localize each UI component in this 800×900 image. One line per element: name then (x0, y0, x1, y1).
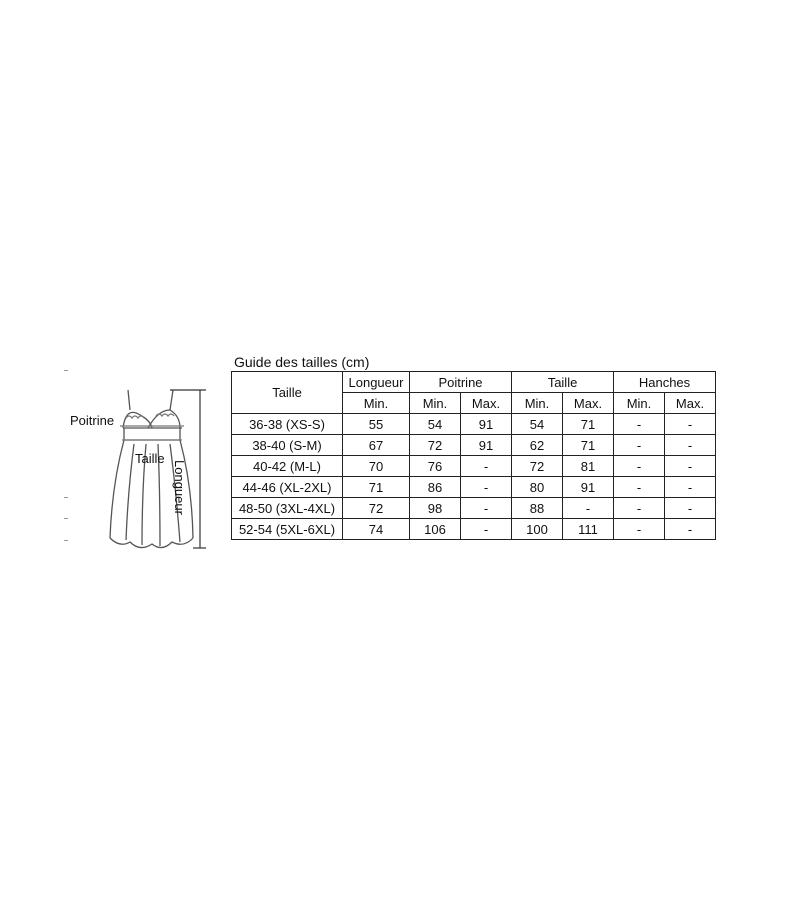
hips-max-cell: - (665, 477, 716, 498)
waist-label: Taille (135, 451, 165, 466)
header-row-groups (232, 372, 716, 393)
bust-min-cell: 54 (410, 414, 461, 435)
table-row (232, 519, 716, 540)
waist-min-cell: 72 (512, 456, 563, 477)
bust-label: Poitrine (70, 413, 115, 428)
hips-max-cell: - (665, 414, 716, 435)
length-cell: 71 (343, 477, 410, 498)
header-size: Taille (232, 372, 343, 414)
bust-max-cell: 91 (461, 435, 512, 456)
length-cell: 74 (343, 519, 410, 540)
size-guide-title: Guide des tailles (cm) (234, 354, 370, 370)
hips-min-cell: - (614, 414, 665, 435)
header-sub: Min. (343, 393, 410, 414)
table-row (232, 456, 716, 477)
hips-min-cell: - (614, 519, 665, 540)
size-cell: 44-46 (XL-2XL) (232, 477, 343, 498)
size-cell: 48-50 (3XL-4XL) (232, 498, 343, 519)
size-cell: 52-54 (5XL-6XL) (232, 519, 343, 540)
hips-max-cell: - (665, 498, 716, 519)
header-bust: Poitrine (410, 372, 512, 393)
waist-max-cell: - (563, 498, 614, 519)
header-sub: Min. (614, 393, 665, 414)
length-cell: 72 (343, 498, 410, 519)
hips-min-cell: - (614, 477, 665, 498)
table-row (232, 498, 716, 519)
header-sub: Max. (461, 393, 512, 414)
waist-min-cell: 80 (512, 477, 563, 498)
size-cell: 36-38 (XS-S) (232, 414, 343, 435)
waist-max-cell: 91 (563, 477, 614, 498)
bust-min-cell: 76 (410, 456, 461, 477)
header-length: Longueur (343, 372, 410, 393)
hips-min-cell: - (614, 456, 665, 477)
length-label: Longueur (172, 460, 187, 515)
size-cell: 40-42 (M-L) (232, 456, 343, 477)
bust-min-cell: 72 (410, 435, 461, 456)
dress-diagram (60, 370, 230, 560)
waist-max-cell: 81 (563, 456, 614, 477)
waist-min-cell: 88 (512, 498, 563, 519)
header-sub: Min. (512, 393, 563, 414)
hips-max-cell: - (665, 435, 716, 456)
bust-max-cell: - (461, 498, 512, 519)
table-row (232, 414, 716, 435)
waist-max-cell: 71 (563, 414, 614, 435)
waist-max-cell: 71 (563, 435, 614, 456)
waist-min-cell: 54 (512, 414, 563, 435)
waist-min-cell: 62 (512, 435, 563, 456)
header-sub: Min. (410, 393, 461, 414)
bust-max-cell: 91 (461, 414, 512, 435)
table-row (232, 477, 716, 498)
bust-max-cell: - (461, 456, 512, 477)
hips-min-cell: - (614, 435, 665, 456)
header-sub: Max. (665, 393, 716, 414)
hips-max-cell: - (665, 519, 716, 540)
size-cell: 38-40 (S-M) (232, 435, 343, 456)
hips-min-cell: - (614, 498, 665, 519)
waist-max-cell: 111 (563, 519, 614, 540)
length-cell: 55 (343, 414, 410, 435)
size-table (231, 371, 716, 540)
table-row (232, 435, 716, 456)
bust-min-cell: 98 (410, 498, 461, 519)
length-cell: 70 (343, 456, 410, 477)
waist-min-cell: 100 (512, 519, 563, 540)
header-waist: Taille (512, 372, 614, 393)
bust-min-cell: 106 (410, 519, 461, 540)
hips-max-cell: - (665, 456, 716, 477)
header-sub: Max. (563, 393, 614, 414)
bust-min-cell: 86 (410, 477, 461, 498)
bust-max-cell: - (461, 477, 512, 498)
header-hips: Hanches (614, 372, 716, 393)
bust-max-cell: - (461, 519, 512, 540)
length-cell: 67 (343, 435, 410, 456)
